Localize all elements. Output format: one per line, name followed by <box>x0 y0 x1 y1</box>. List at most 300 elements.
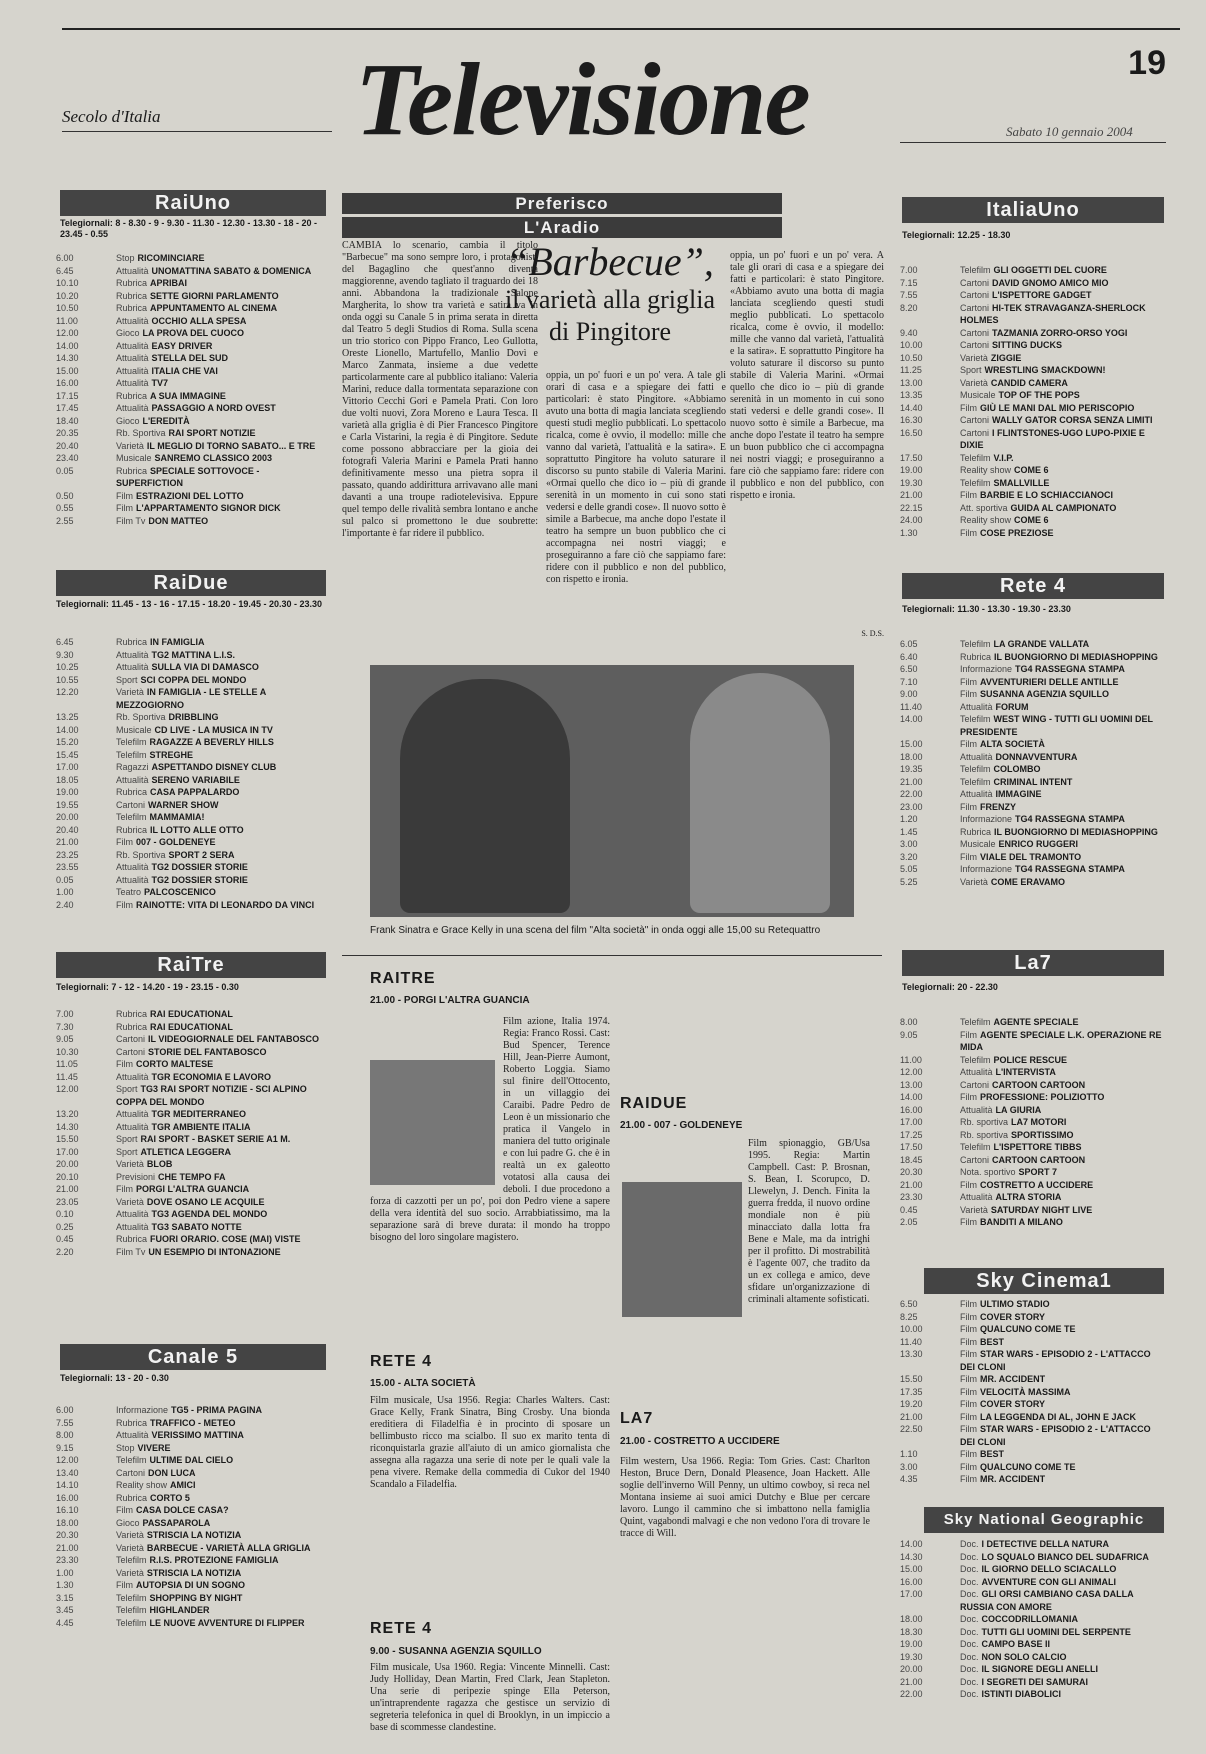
schedule-row <box>900 1373 1166 1386</box>
schedule-genre: Telefilm <box>960 1142 991 1152</box>
schedule-genre: Cartoni <box>116 799 146 810</box>
schedule-row <box>56 252 326 265</box>
schedule-genre: Film <box>960 1092 977 1102</box>
pick-body-raitre: Film azione, Italia 1974. Regia: Franco Rossi. Cast: Bud Spencer, Terence Hill, Jean-Pierre Aumont, Roberto Loggia. Siamo sul finire dell'Ottocento, in un villaggio dei Caraibi. Padre Pedro de Leon è un missionario che pratica il Vangelo in maniera del tutto originale e con lui padre G. che è in realtà un ex galeotto votatosi alla causa dei deboli. I due procedono a forza di cazzotti per un po', poi don Pedro viene a sapere della vera identità del suo socio. Arrabbiatissimo, ma la separazione sarà di breve durata: il mondo ha troppo bisogno del loro singolare magistero. <box>370 1016 610 1243</box>
schedule-entry <box>116 1604 210 1617</box>
schedule-genre: Musicale <box>960 839 996 849</box>
schedule-genre: Gioco <box>116 1517 140 1528</box>
schedule-entry <box>116 1504 229 1517</box>
schedule-genre: Film <box>960 527 977 538</box>
schedule-entry <box>116 799 219 812</box>
schedule-time: 6.45 <box>56 637 74 647</box>
schedule-entry <box>960 389 1080 402</box>
schedule-time: 1.00 <box>56 1567 74 1578</box>
schedule-genre: Varietà <box>116 1542 144 1553</box>
pick-channel-rete4-a: RETE 4 <box>370 1353 433 1370</box>
schedule-entry <box>116 1171 226 1184</box>
schedule-time: 6.05 <box>900 639 918 649</box>
schedule-row <box>900 1398 1166 1411</box>
page-number: 19 <box>1128 44 1166 82</box>
schedule-entry <box>116 1221 242 1234</box>
schedule-entry <box>960 514 1049 527</box>
schedule-row <box>56 1417 326 1430</box>
schedule-program: WEST WING - TUTTI GLI UOMINI DEL PRESIDENTE <box>960 714 1153 737</box>
schedule-entry <box>960 364 1106 377</box>
schedule-program: TG2 DOSSIER STORIE <box>151 862 248 872</box>
schedule-program: LO SQUALO BIANCO DEL SUDAFRICA <box>981 1551 1149 1562</box>
schedule-row <box>56 1442 326 1455</box>
schedule-genre: Sport <box>116 1084 138 1094</box>
schedule-row <box>900 402 1166 415</box>
schedule-genre: Doc. <box>960 1689 979 1699</box>
pick-title-value: COSTRETTO A UCCIDERE <box>653 1436 780 1447</box>
schedule-genre: Attualità <box>116 1209 149 1219</box>
schedule-genre: Telefilm <box>116 1592 147 1603</box>
channel-header-italia1: ItaliaUno <box>902 197 1164 223</box>
schedule-entry <box>960 651 1158 664</box>
la7-schedule <box>900 1016 1166 1229</box>
schedule-genre: Musicale <box>960 390 996 400</box>
schedule-genre: Film <box>960 1324 977 1334</box>
schedule-entry <box>116 811 205 824</box>
schedule-time: 17.45 <box>56 403 79 413</box>
raidue-schedule <box>56 636 326 911</box>
schedule-time: 19.55 <box>56 799 79 810</box>
schedule-row <box>56 515 326 528</box>
schedule-entry <box>116 711 219 724</box>
schedule-time: 0.10 <box>56 1209 74 1219</box>
schedule-genre: Cartoni <box>116 1034 146 1044</box>
schedule-genre: Varietà <box>960 1204 988 1215</box>
schedule-entry <box>960 452 1014 465</box>
schedule-row <box>56 1554 326 1567</box>
schedule-program: L'ISPETTORE TIBBS <box>993 1142 1082 1152</box>
schedule-program: TV7 <box>151 378 169 388</box>
schedule-row <box>56 749 326 762</box>
feature-signature: S. D.S. <box>861 629 884 638</box>
schedule-row <box>56 1046 326 1059</box>
schedule-entry <box>960 638 1089 651</box>
schedule-program: PORGI L'ALTRA GUANCIA <box>136 1184 250 1194</box>
schedule-program: MR. ACCIDENT <box>980 1374 1046 1384</box>
schedule-genre: Informazione <box>960 864 1013 874</box>
skycinema-schedule <box>900 1298 1166 1486</box>
schedule-row <box>900 277 1166 290</box>
schedule-row <box>900 1588 1166 1613</box>
schedule-entry <box>116 440 315 453</box>
schedule-genre: Teatro <box>116 887 142 897</box>
schedule-time: 14.00 <box>900 714 923 724</box>
schedule-entry <box>116 824 244 837</box>
schedule-genre: Attualità <box>116 1430 149 1440</box>
schedule-program: CRIMINAL INTENT <box>993 776 1073 787</box>
schedule-entry <box>960 713 1166 738</box>
schedule-entry <box>960 1104 1041 1117</box>
schedule-row <box>56 1454 326 1467</box>
schedule-genre: Film <box>960 1336 977 1347</box>
schedule-entry <box>960 1676 1088 1689</box>
schedule-time: 22.00 <box>900 1689 923 1699</box>
schedule-row <box>900 1016 1166 1029</box>
schedule-row <box>56 502 326 515</box>
schedule-row <box>900 1311 1166 1324</box>
schedule-entry <box>960 663 1125 676</box>
italia1-news-times: Telegiornali: 12.25 - 18.30 <box>902 230 1011 240</box>
schedule-entry <box>960 489 1113 502</box>
schedule-row <box>900 1066 1166 1079</box>
channel-header-canale5: Canale 5 <box>60 1344 326 1370</box>
schedule-time: 20.00 <box>56 812 79 822</box>
schedule-program: TG5 - PRIMA PAGINA <box>171 1405 263 1415</box>
schedule-program: IL BUONGIORNO DI MEDIASHOPPING <box>994 651 1158 662</box>
schedule-time: 11.40 <box>900 1336 922 1347</box>
schedule-program: TG2 DOSSIER STORIE <box>151 874 248 885</box>
schedule-row <box>900 701 1166 714</box>
schedule-entry <box>116 1567 241 1580</box>
channel-header-raitre: RaiTre <box>56 952 326 978</box>
schedule-time: 8.25 <box>900 1311 918 1322</box>
schedule-program: SANREMO CLASSICO 2003 <box>154 453 273 463</box>
schedule-entry <box>116 1417 236 1430</box>
figure-left <box>400 679 570 913</box>
schedule-program: CASA DOLCE CASA? <box>136 1505 229 1515</box>
schedule-genre: Telefilm <box>960 714 991 724</box>
schedule-genre: Rubrica <box>116 637 148 647</box>
schedule-entry <box>116 302 277 315</box>
schedule-time: 23.00 <box>900 801 923 812</box>
schedule-entry <box>960 427 1166 452</box>
schedule-time: 7.10 <box>900 676 918 687</box>
schedule-row <box>900 514 1166 527</box>
schedule-row <box>56 824 326 837</box>
schedule-program: RAI EDUCATIONAL <box>150 1009 233 1019</box>
schedule-entry <box>116 786 239 799</box>
schedule-row <box>900 1116 1166 1129</box>
schedule-genre: Rb. Sportiva <box>116 712 166 722</box>
schedule-entry <box>960 1166 1057 1179</box>
schedule-row <box>56 327 326 340</box>
schedule-entry <box>960 801 1016 814</box>
schedule-time: 20.30 <box>900 1167 923 1177</box>
schedule-row <box>56 402 326 415</box>
schedule-program: TOP OF THE POPS <box>998 390 1080 400</box>
schedule-time: 21.00 <box>56 1542 79 1553</box>
schedule-genre: Telefilm <box>116 1605 147 1615</box>
schedule-genre: Telefilm <box>116 737 147 747</box>
schedule-entry <box>116 861 248 874</box>
schedule-program: RAI SPORT - BASKET SERIE A1 M. <box>140 1134 291 1144</box>
pick-text-rete4-b: Film musicale, Usa 1960. Regia: Vincente Minnelli. Cast: Judy Holliday, Dean Martin, Fred Clark, Jean Stapleton. Una serie di peripezie spinge Ella Peterson, un'intraprendente ragazza che gestisce un servizio di segreteria telefonica in quel di Brooklyn, in un impiccio a base di scommesse clandestine. <box>370 1662 610 1733</box>
schedule-program: RAGAZZE A BEVERLY HILLS <box>149 737 274 747</box>
schedule-entry <box>960 1423 1166 1448</box>
canale5-news-times: Telegiornali: 13 - 20 - 0.30 <box>60 1373 169 1383</box>
schedule-program: IL BUONGIORNO DI MEDIASHOPPING <box>994 826 1158 837</box>
schedule-genre: Rb. sportiva <box>960 1129 1009 1140</box>
schedule-program: ENRICO RUGGERI <box>998 839 1079 849</box>
schedule-time: 7.00 <box>900 265 918 275</box>
headline-line-2: il varietà alla griglia <box>504 285 716 314</box>
schedule-genre: Telefilm <box>960 1054 991 1065</box>
schedule-row <box>900 1448 1166 1461</box>
schedule-time: 10.00 <box>900 340 923 350</box>
schedule-genre: Informazione <box>960 814 1013 824</box>
figure-right <box>690 673 830 913</box>
schedule-entry <box>116 1404 262 1417</box>
schedule-time: 0.25 <box>56 1221 74 1232</box>
schedule-program: ULTIMO STADIO <box>980 1299 1050 1309</box>
schedule-row <box>56 636 326 649</box>
schedule-genre: Doc. <box>960 1651 979 1662</box>
schedule-row <box>56 1579 326 1592</box>
schedule-entry <box>116 1479 196 1492</box>
schedule-program: BEST <box>980 1336 1005 1347</box>
schedule-genre: Varietà <box>116 1567 144 1578</box>
schedule-program: PASSAPAROLA <box>142 1517 211 1528</box>
schedule-time: 22.15 <box>900 502 923 513</box>
schedule-row <box>56 1033 326 1046</box>
schedule-program: LA GRANDE VALLATA <box>993 639 1090 649</box>
schedule-entry <box>960 1411 1136 1424</box>
schedule-row <box>56 661 326 674</box>
schedule-row <box>900 751 1166 764</box>
schedule-entry <box>116 1246 281 1259</box>
channel-header-rete4: Rete 4 <box>902 573 1164 599</box>
schedule-entry <box>116 636 205 649</box>
schedule-time: 21.00 <box>56 837 79 847</box>
pick-channel-la7: LA7 <box>620 1410 654 1427</box>
schedule-genre: Attualità <box>116 774 149 785</box>
schedule-time: 11.00 <box>900 1054 922 1065</box>
pick-time-rete4-b: 9.00 - SUSANNA AGENZIA SQUILLO <box>370 1646 542 1657</box>
schedule-time: 15.00 <box>900 1564 923 1574</box>
schedule-entry <box>116 265 311 278</box>
schedule-program: A SUA IMMAGINE <box>150 390 226 401</box>
schedule-genre: Cartoni <box>960 340 990 350</box>
schedule-genre: Telefilm <box>116 1555 147 1565</box>
raitre-news-times: Telegiornali: 7 - 12 - 14.20 - 19 - 23.15 - 0.30 <box>56 982 239 992</box>
schedule-genre: Film <box>960 1179 977 1190</box>
schedule-genre: Telefilm <box>960 639 991 649</box>
pick-text-raitre <box>370 1016 610 1330</box>
schedule-entry <box>960 688 1109 701</box>
schedule-entry <box>960 289 1092 302</box>
schedule-row <box>56 1246 326 1259</box>
schedule-entry <box>116 886 216 899</box>
schedule-time: 7.55 <box>56 1417 74 1428</box>
schedule-genre: Attualità <box>116 353 149 363</box>
pick-time-value: 9.00 <box>370 1646 390 1657</box>
schedule-program: SATURDAY NIGHT LIVE <box>990 1204 1093 1215</box>
schedule-time: 17.50 <box>900 1142 923 1152</box>
schedule-program: COME 6 <box>1014 515 1049 525</box>
schedule-row <box>56 302 326 315</box>
schedule-entry <box>116 1033 319 1046</box>
schedule-row <box>900 1029 1166 1054</box>
schedule-row <box>56 1183 326 1196</box>
schedule-program: V.I.P. <box>993 452 1014 463</box>
schedule-row <box>900 1129 1166 1142</box>
schedule-row <box>56 352 326 365</box>
schedule-genre: Attualità <box>116 1221 149 1232</box>
schedule-time: 3.20 <box>900 851 918 862</box>
schedule-time: 3.45 <box>56 1605 74 1615</box>
schedule-genre: Cartoni <box>116 1467 146 1478</box>
schedule-row <box>56 390 326 403</box>
skynat-schedule <box>900 1538 1166 1701</box>
schedule-program: CD LIVE - LA MUSICA IN TV <box>154 724 273 735</box>
schedule-row <box>56 1404 326 1417</box>
schedule-program: GIÙ LE MANI DAL MIO PERISCOPIO <box>980 402 1135 413</box>
schedule-genre: Ragazzi <box>116 762 149 772</box>
schedule-row <box>56 1008 326 1021</box>
schedule-row <box>56 836 326 849</box>
schedule-genre: Doc. <box>960 1589 979 1599</box>
schedule-genre: Att. sportiva <box>960 502 1008 513</box>
schedule-program: LA PROVA DEL CUOCO <box>142 328 245 338</box>
schedule-row <box>900 1473 1166 1486</box>
pick-text-la7: Film western, Usa 1966. Regia: Tom Gries. Cast: Charlton Heston, Bruce Dern, Donald Pleasence, Joan Hackett. Alle soglie dell'inverno Will Penny, un ultimo cowboy, si reca nel Montana insieme ai suoi amici Dutchy e Blue per cercare lavoro. Lungo il cammino che si imbattono nella famiglia Quint, vagabondi malvagi e che non vedono l'ora di trovare le tracce di Will. <box>620 1456 870 1539</box>
schedule-entry <box>116 1442 171 1455</box>
schedule-entry <box>116 1183 249 1196</box>
schedule-program: IL LOTTO ALLE OTTO <box>150 824 244 835</box>
schedule-row <box>56 1617 326 1630</box>
schedule-row <box>900 327 1166 340</box>
schedule-program: FUORI ORARIO. COSE (MAI) VISTE <box>150 1234 301 1244</box>
schedule-program: ASPETTANDO DISNEY CLUB <box>151 762 277 772</box>
schedule-program: ALTA SOCIETÀ <box>980 739 1045 749</box>
schedule-time: 6.50 <box>900 1299 918 1309</box>
schedule-genre: Film <box>960 490 977 500</box>
schedule-entry <box>960 414 1153 427</box>
schedule-time: 7.30 <box>56 1021 74 1032</box>
schedule-genre: Film <box>960 801 977 812</box>
schedule-program: WARNER SHOW <box>148 799 219 810</box>
schedule-entry <box>116 1554 279 1567</box>
schedule-row <box>900 1079 1166 1092</box>
schedule-program: BARBECUE - VARIETÀ ALLA GRIGLIA <box>146 1542 311 1553</box>
schedule-entry <box>960 1688 1061 1701</box>
schedule-row <box>900 1651 1166 1664</box>
pick-time-raidue: 21.00 - 007 - GOLDENEYE <box>620 1120 743 1131</box>
schedule-genre: Film <box>960 1386 977 1397</box>
schedule-row <box>56 1467 326 1480</box>
schedule-row <box>900 1538 1166 1551</box>
schedule-time: 16.00 <box>56 378 79 388</box>
schedule-genre: Musicale <box>116 453 152 463</box>
schedule-genre: Rubrica <box>960 826 992 837</box>
schedule-entry <box>116 365 218 378</box>
schedule-row <box>56 1158 326 1171</box>
schedule-program: TGR ECONOMIA E LAVORO <box>151 1071 272 1082</box>
schedule-genre: Film Tv <box>116 515 146 526</box>
schedule-entry <box>960 502 1116 515</box>
schedule-program: BARBIE E LO SCHIACCIANOCI <box>980 490 1114 500</box>
schedule-program: AGENTE SPECIALE L.K. OPERAZIONE RE MIDA <box>960 1029 1162 1052</box>
schedule-entry <box>116 465 326 490</box>
schedule-entry <box>116 315 246 328</box>
schedule-genre: Varietà <box>960 352 988 363</box>
schedule-time: 15.45 <box>56 749 79 760</box>
schedule-genre: Telefilm <box>960 265 991 275</box>
schedule-time: 17.15 <box>56 390 79 401</box>
schedule-genre: Telefilm <box>960 776 991 787</box>
schedule-row <box>900 1613 1166 1626</box>
schedule-program: STAR WARS - EPISODIO 2 - L'ATTACCO DEI CLONI <box>960 1424 1151 1447</box>
schedule-genre: Varietà <box>116 1530 144 1540</box>
schedule-program: QUALCUNO COME TE <box>980 1461 1076 1472</box>
schedule-program: DON MATTEO <box>148 515 209 526</box>
schedule-time: 19.00 <box>900 465 923 475</box>
schedule-time: 19.30 <box>900 477 923 488</box>
schedule-time: 15.50 <box>56 1134 79 1144</box>
schedule-genre: Varietà <box>960 377 988 388</box>
schedule-genre: Film <box>116 503 133 513</box>
schedule-program: DONNAVVENTURA <box>995 751 1078 762</box>
schedule-program: L'ISPETTORE GADGET <box>992 290 1092 300</box>
schedule-entry <box>116 1196 265 1209</box>
schedule-time: 17.25 <box>900 1129 923 1140</box>
schedule-genre: Rubrica <box>116 290 148 301</box>
schedule-entry <box>116 749 193 762</box>
schedule-time: 1.30 <box>56 1580 74 1590</box>
schedule-time: 12.00 <box>56 328 79 338</box>
schedule-program: APRIBAI <box>150 278 188 288</box>
schedule-entry <box>960 676 1119 689</box>
schedule-time: 13.20 <box>56 1109 79 1119</box>
schedule-row <box>56 1133 326 1146</box>
schedule-entry <box>116 1208 267 1221</box>
schedule-entry <box>116 1517 210 1530</box>
schedule-entry <box>960 339 1062 352</box>
schedule-entry <box>960 1576 1116 1589</box>
schedule-program: TGR MEDITERRANEO <box>151 1109 247 1119</box>
schedule-time: 21.00 <box>900 490 923 500</box>
schedule-program: GUIDA AL CAMPIONATO <box>1010 502 1117 513</box>
schedule-time: 13.35 <box>900 390 923 400</box>
schedule-row <box>56 365 326 378</box>
schedule-row <box>900 339 1166 352</box>
schedule-genre: Attualità <box>116 315 149 326</box>
schedule-time: 14.30 <box>900 1551 923 1562</box>
schedule-program: PALCOSCENICO <box>144 887 216 897</box>
channel-header-raiuno: RaiUno <box>60 190 326 216</box>
schedule-time: 17.00 <box>900 1117 923 1127</box>
schedule-time: 7.15 <box>900 277 918 288</box>
headline-line-3: di Pingitore <box>548 317 672 346</box>
schedule-time: 14.40 <box>900 402 923 413</box>
schedule-program: IMMAGINE <box>995 789 1042 799</box>
schedule-genre: Telefilm <box>960 764 991 774</box>
schedule-program: LE NUOVE AVVENTURE DI FLIPPER <box>149 1617 305 1628</box>
schedule-program: CARTOON CARTOON <box>992 1154 1086 1165</box>
schedule-genre: Varietà <box>960 876 988 887</box>
schedule-genre: Informazione <box>116 1405 169 1415</box>
schedule-genre: Rubrica <box>116 465 148 476</box>
schedule-program: CANDID CAMERA <box>990 377 1068 388</box>
schedule-entry <box>116 774 240 787</box>
schedule-genre: Doc. <box>960 1539 979 1549</box>
schedule-genre: Doc. <box>960 1676 979 1687</box>
schedule-program: PASSAGGIO A NORD OVEST <box>151 403 276 413</box>
schedule-time: 18.00 <box>900 1614 923 1624</box>
schedule-program: COLOMBO <box>993 764 1041 774</box>
schedule-entry <box>960 1386 1071 1399</box>
schedule-program: SITTING DUCKS <box>992 340 1063 350</box>
schedule-row <box>56 1108 326 1121</box>
schedule-time: 13.25 <box>56 712 79 722</box>
raiuno-news-times: Telegiornali: 8 - 8.30 - 9 - 9.30 - 11.30 - 12.30 - 13.30 - 18 - 20 - 23.45 - 0.55 <box>60 218 317 239</box>
schedule-genre: Film <box>960 1399 977 1409</box>
